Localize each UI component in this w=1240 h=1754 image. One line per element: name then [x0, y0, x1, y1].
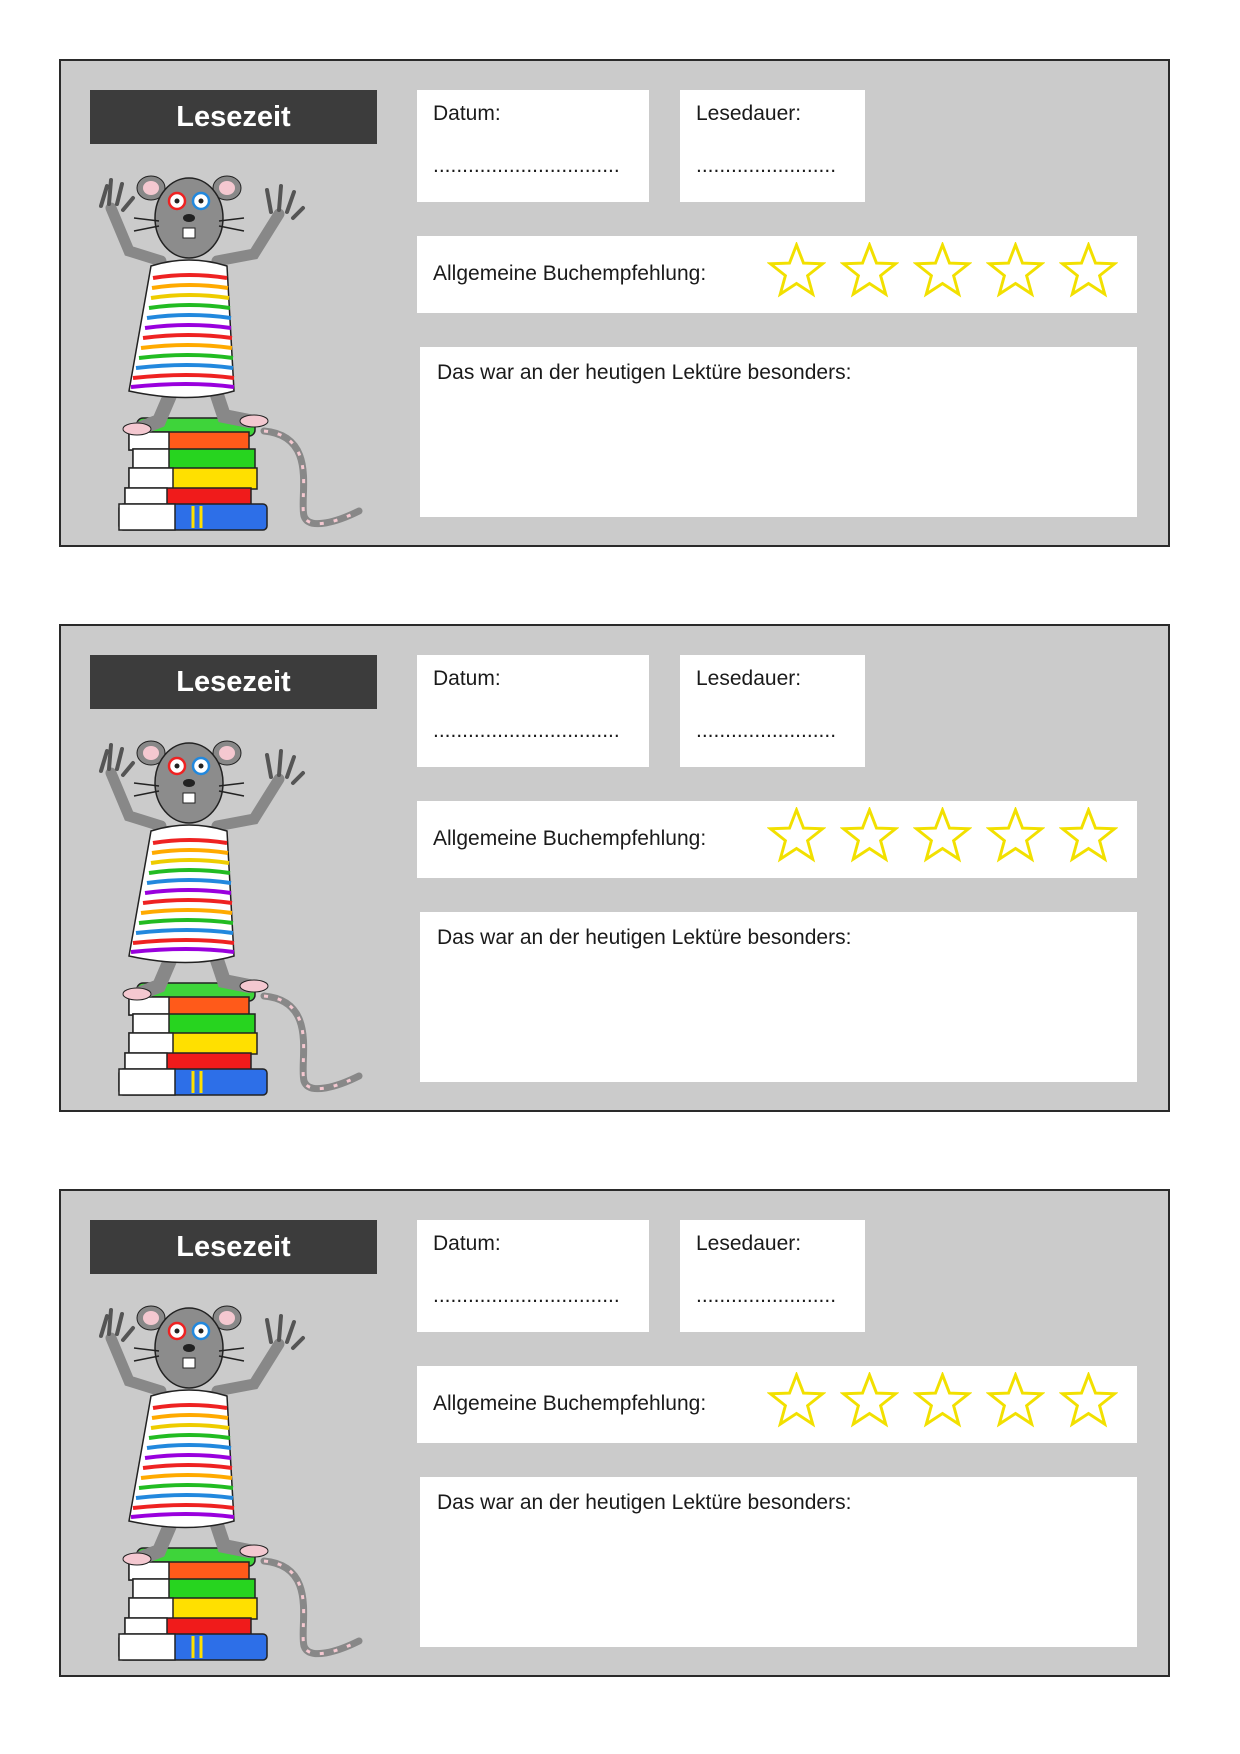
book-recommendation-rating — [417, 1366, 1137, 1443]
date-field[interactable] — [417, 90, 649, 202]
rating-label: Allgemeine Buchempfehlung: — [433, 827, 707, 850]
reading-duration-label: Lesedauer: — [696, 102, 802, 125]
star-outline-icon[interactable] — [840, 1372, 899, 1431]
star-outline-icon[interactable] — [913, 807, 972, 866]
book-recommendation-rating — [417, 236, 1137, 313]
notes-label: Das war an der heutigen Lektüre besonders: — [437, 361, 852, 384]
notes-field[interactable] — [420, 912, 1137, 1082]
reading-duration-dotted-line: ........................ — [696, 719, 837, 742]
reading-duration-field[interactable] — [680, 655, 865, 767]
star-outline-icon[interactable] — [986, 242, 1045, 301]
date-field[interactable] — [417, 655, 649, 767]
reading-log-card — [59, 1189, 1170, 1677]
star-rating[interactable] — [767, 807, 1118, 866]
reading-duration-dotted-line: ........................ — [696, 154, 837, 177]
date-field[interactable] — [417, 1220, 649, 1332]
date-dotted-line: ................................ — [433, 719, 620, 742]
mascot-icon — [89, 166, 379, 531]
reading-duration-dotted-line: ........................ — [696, 1284, 837, 1307]
reading-duration-field[interactable] — [680, 90, 865, 202]
star-outline-icon[interactable] — [986, 807, 1045, 866]
reading-duration-label: Lesedauer: — [696, 667, 802, 690]
star-rating[interactable] — [767, 242, 1118, 301]
reading-duration-field[interactable] — [680, 1220, 865, 1332]
star-outline-icon[interactable] — [913, 242, 972, 301]
star-rating[interactable] — [767, 1372, 1118, 1431]
reading-log-card — [59, 59, 1170, 547]
star-outline-icon[interactable] — [767, 807, 826, 866]
star-outline-icon[interactable] — [767, 1372, 826, 1431]
star-outline-icon[interactable] — [1059, 1372, 1118, 1431]
notes-field[interactable] — [420, 347, 1137, 517]
date-dotted-line: ................................ — [433, 154, 620, 177]
card-title: Lesezeit — [90, 655, 377, 709]
star-outline-icon[interactable] — [1059, 242, 1118, 301]
rating-label: Allgemeine Buchempfehlung: — [433, 1392, 707, 1415]
notes-label: Das war an der heutigen Lektüre besonders: — [437, 1491, 852, 1514]
date-label: Datum: — [433, 102, 501, 125]
notes-label: Das war an der heutigen Lektüre besonders: — [437, 926, 852, 949]
card-title: Lesezeit — [90, 90, 377, 144]
star-outline-icon[interactable] — [840, 242, 899, 301]
date-label: Datum: — [433, 667, 501, 690]
star-outline-icon[interactable] — [986, 1372, 1045, 1431]
star-outline-icon[interactable] — [1059, 807, 1118, 866]
date-label: Datum: — [433, 1232, 501, 1255]
rating-label: Allgemeine Buchempfehlung: — [433, 262, 707, 285]
mascot-icon — [89, 1296, 379, 1661]
card-title: Lesezeit — [90, 1220, 377, 1274]
star-outline-icon[interactable] — [913, 1372, 972, 1431]
star-outline-icon[interactable] — [840, 807, 899, 866]
book-recommendation-rating — [417, 801, 1137, 878]
star-outline-icon[interactable] — [767, 242, 826, 301]
reading-log-card — [59, 624, 1170, 1112]
date-dotted-line: ................................ — [433, 1284, 620, 1307]
reading-duration-label: Lesedauer: — [696, 1232, 802, 1255]
mascot-icon — [89, 731, 379, 1096]
notes-field[interactable] — [420, 1477, 1137, 1647]
